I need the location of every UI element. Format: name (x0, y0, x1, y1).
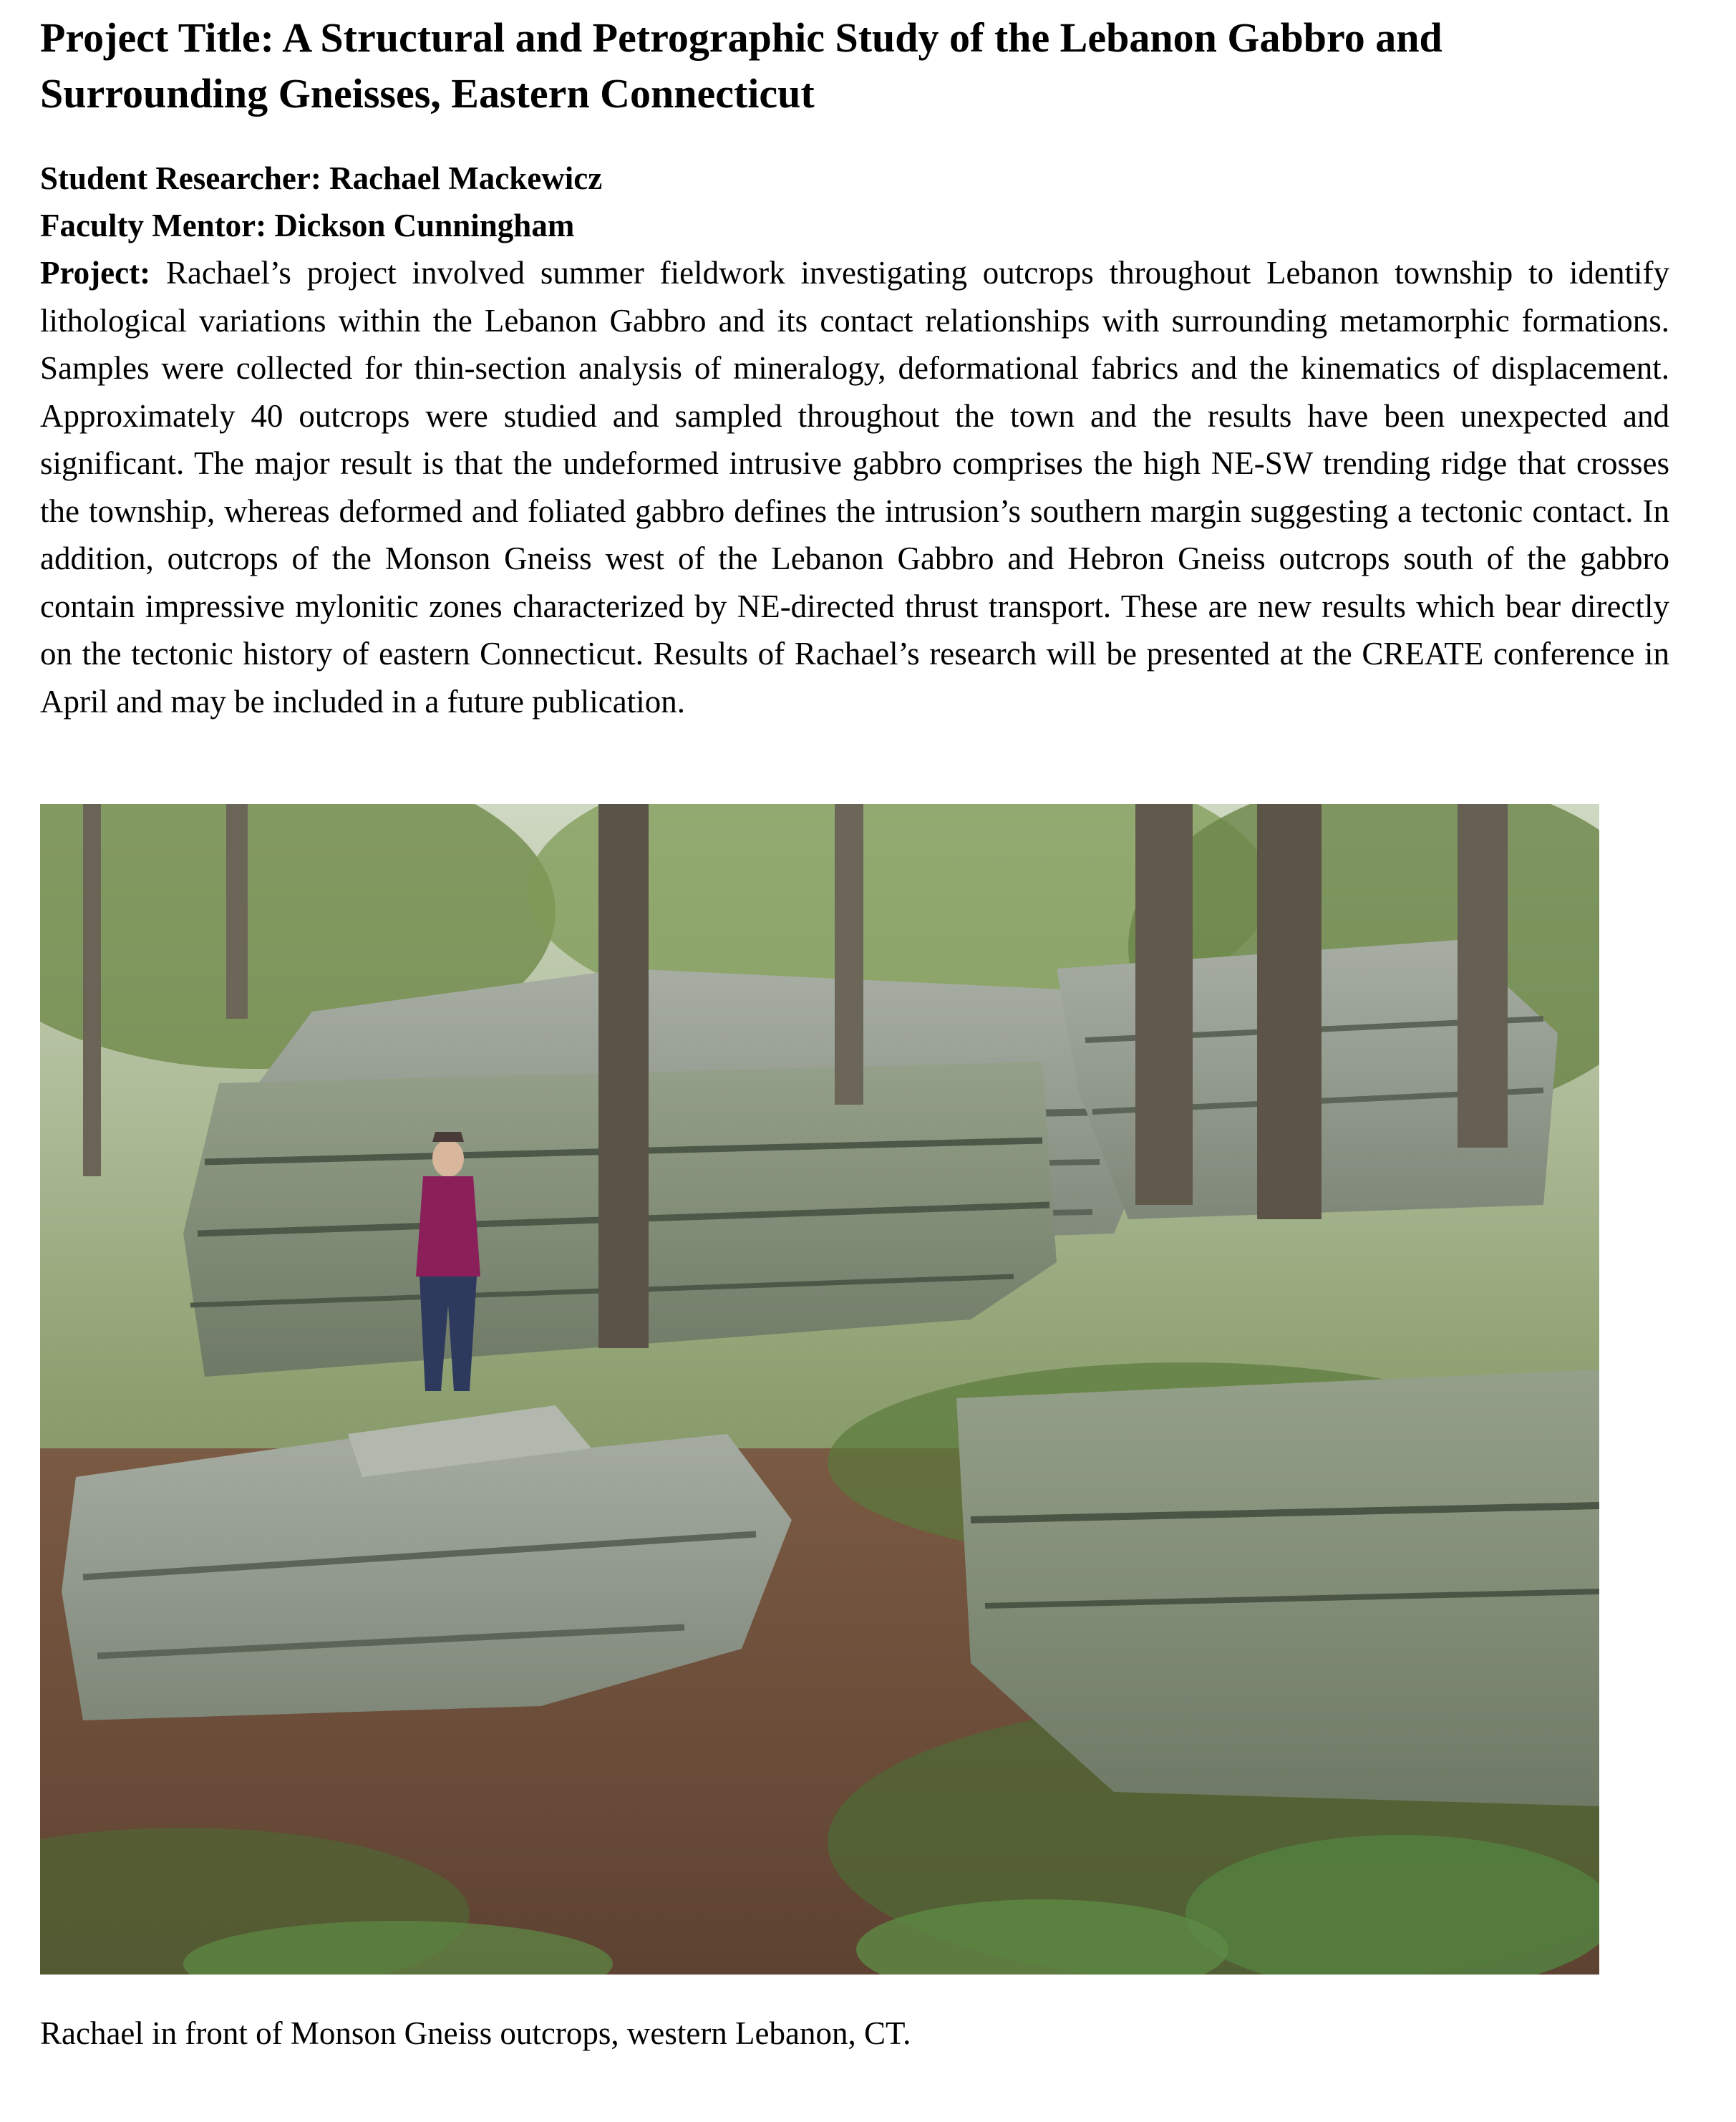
project-description (40, 249, 1669, 725)
project-title: Project Title: A Structural and Petrographic Study of the Lebanon Gabbro and Surrounding Gneisses, Eastern Connecticut (40, 14, 1442, 117)
project-meta (40, 155, 1669, 249)
photo-caption: Rachael in front of Monson Gneiss outcrops, western Lebanon, CT. (40, 2015, 911, 2051)
project-text: Rachael’s project involved summer fieldwork investigating outcrops throughout Lebanon township to identify lithological variations within the Lebanon Gabbro and its contact relationships with surrounding metamorphic formations. Samples were collected for thin-section analysis of mineralogy, deformational fabrics and the kinematics of displacement. Approximately 40 outcrops were studied and sampled throughout the town and the results have been unexpected and significant. The major result is that the undeformed intrusive gabbro comprises the high NE-SW trending ridge that crosses the township, whereas deformed and foliated gabbro defines the intrusion’s southern margin suggesting a tectonic contact. In addition, outcrops of the Monson Gneiss west of the Lebanon Gabbro and Hebron Gneiss outcrops south of the gabbro contain impressive mylonitic zones characterized by NE-directed thrust transport. These are new results which bear directly on the tectonic history of eastern Connecticut. Results of Rachael’s research will be presented at the CREATE conference in April and may be included in a future publication. (40, 255, 1669, 720)
faculty-mentor: Faculty Mentor: Dickson Cunningham (40, 208, 575, 243)
student-researcher: Student Researcher: Rachael Mackewicz (40, 160, 603, 196)
document-body (40, 10, 1669, 725)
project-label: Project: (40, 255, 151, 291)
outcrop-photo (40, 804, 1599, 1975)
outcrop-photo-illustration (40, 804, 1599, 1975)
